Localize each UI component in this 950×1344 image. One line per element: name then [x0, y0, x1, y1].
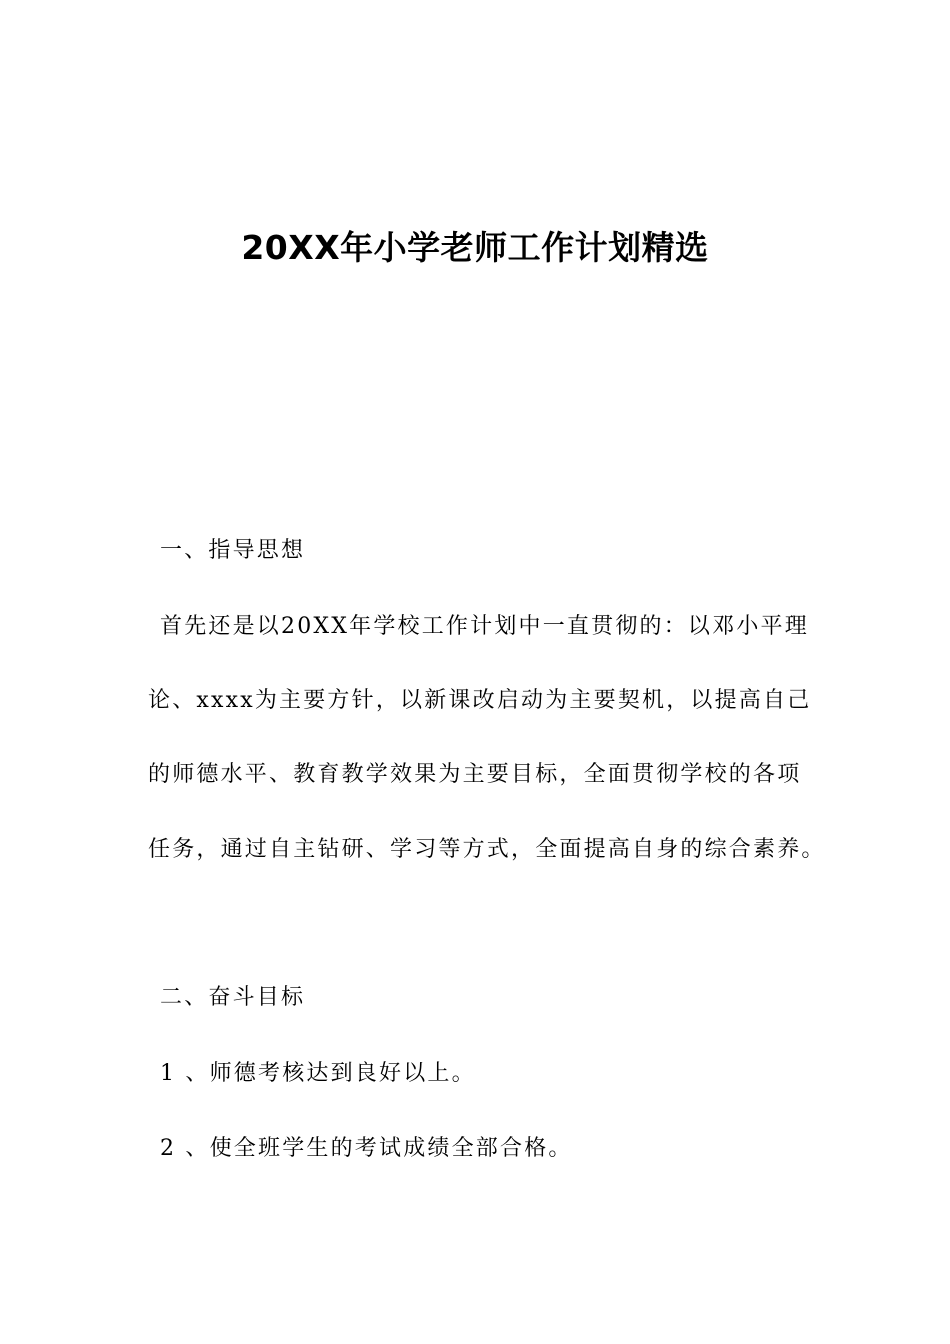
paragraph-line: 论、xxxx为主要方针，以新课改启动为主要契机，以提高自己: [148, 688, 812, 713]
paragraph-line: 首先还是以20XX年学校工作计划中一直贯彻的：以邓小平理: [160, 614, 809, 639]
section-heading-goals: 二、奋斗目标: [160, 985, 306, 1010]
paragraph-line: 任务，通过自主钻研、学习等方式，全面提高自身的综合素养。: [148, 837, 826, 862]
list-item: 1 、师德考核达到良好以上。: [160, 1061, 476, 1086]
list-item: 2 、使全班学生的考试成绩全部合格。: [160, 1136, 573, 1161]
section-heading-guiding-ideology: 一、指导思想: [160, 538, 306, 563]
document-title: 20XX年小学老师工作计划精选: [241, 228, 709, 267]
paragraph-line: 的师德水平、教育教学效果为主要目标，全面贯彻学校的各项: [148, 762, 802, 787]
